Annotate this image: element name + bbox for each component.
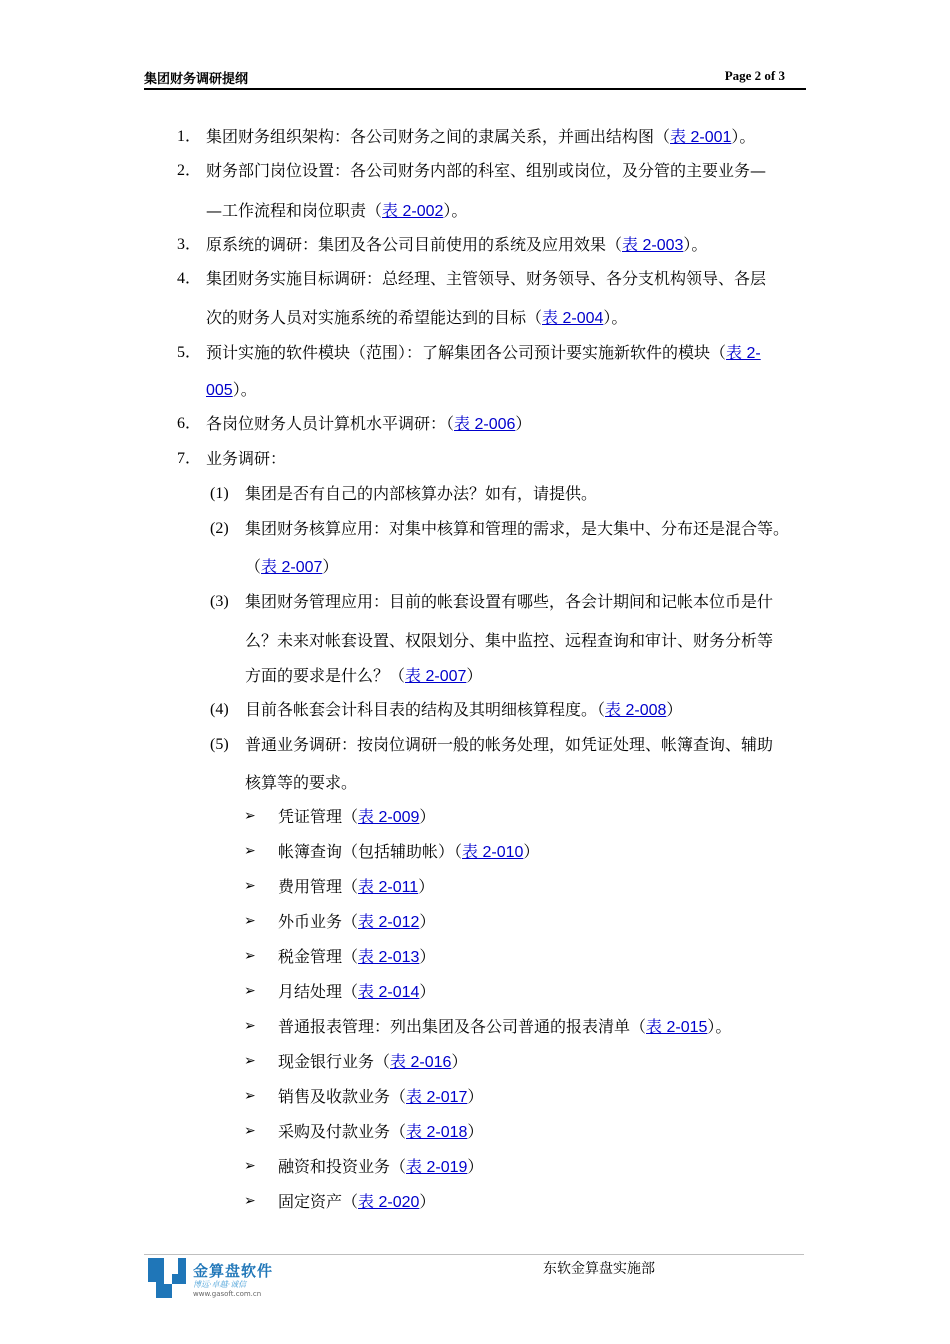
item-text: 各岗位财务人员计算机水平调研：（ <box>206 414 455 433</box>
item-text: ） <box>467 1157 484 1176</box>
item-text-line <box>245 773 357 793</box>
item-text: 帐簿查询（包括辅助帐）（ <box>278 842 463 861</box>
item-text: 次的财务人员对实施系统的希望能达到的目标（ <box>206 308 543 327</box>
item-text-line <box>206 201 467 222</box>
item-text-line <box>278 947 435 968</box>
item-text: 方面的要求是什么？（ <box>245 666 406 685</box>
item-text: ） <box>418 877 435 896</box>
item-text-line <box>278 1192 435 1213</box>
arrow-bullet-icon: ➢ <box>244 1088 256 1104</box>
table-reference-link[interactable]: 表 2-007 <box>261 559 323 576</box>
item-text: 业务调研： <box>206 449 287 468</box>
item-text-line <box>245 666 482 687</box>
item-text: （ <box>245 557 262 576</box>
arrow-bullet-icon: ➢ <box>244 878 256 894</box>
list-number: 4． <box>177 270 202 287</box>
list-number: 3． <box>177 236 202 253</box>
arrow-bullet-icon: ➢ <box>244 1123 256 1139</box>
list-number: (5) <box>210 736 229 753</box>
item-text: 月结处理（ <box>278 982 359 1001</box>
list-number: 5． <box>177 344 202 361</box>
table-reference-link[interactable]: 表 2-001 <box>670 129 732 146</box>
list-number: (1) <box>210 485 229 502</box>
item-text: 预计实施的软件模块（范围）：了解集团各公司预计要实施新软件的模块（ <box>206 343 727 362</box>
item-text: ） <box>419 912 436 931</box>
item-text: ）。 <box>707 1017 732 1036</box>
arrow-bullet-icon: ➢ <box>244 983 256 999</box>
item-text-line <box>245 484 597 504</box>
item-text: 现金银行业务（ <box>278 1052 391 1071</box>
table-reference-link[interactable]: 表 2-007 <box>405 668 467 685</box>
table-reference-link[interactable]: 表 2-003 <box>622 237 684 254</box>
item-text-line <box>206 308 627 329</box>
item-text: 采购及付款业务（ <box>278 1122 407 1141</box>
item-text: ） <box>419 947 436 966</box>
item-text: 财务部门岗位设置：各公司财务内部的科室、组别或岗位，及分管的主要业务— <box>206 161 767 180</box>
item-text: 集团财务实施目标调研：总经理、主管领导、财务领导、各分支机构领导、各层 <box>206 269 767 288</box>
item-text: ） <box>419 1192 436 1211</box>
item-text: 费用管理（ <box>278 877 359 896</box>
item-text: —工作流程和岗位职责（ <box>206 201 383 220</box>
item-text: ） <box>466 666 483 685</box>
item-text-line <box>278 877 434 898</box>
item-text-line <box>278 1122 483 1143</box>
item-text: ） <box>322 557 339 576</box>
arrow-bullet-icon: ➢ <box>244 1193 256 1209</box>
footer-department: 东软金算盘实施部 <box>543 1261 655 1277</box>
item-text-line <box>245 519 789 539</box>
item-text-line <box>278 1017 731 1038</box>
item-text-line <box>206 235 707 256</box>
item-text-line <box>206 449 286 469</box>
item-text-line <box>278 982 435 1003</box>
table-reference-link[interactable]: 表 2-018 <box>406 1124 468 1141</box>
table-reference-link[interactable]: 表 2-020 <box>358 1194 420 1211</box>
item-text-line <box>206 161 766 181</box>
table-reference-link[interactable]: 表 2- <box>726 345 761 362</box>
arrow-bullet-icon: ➢ <box>244 808 256 824</box>
arrow-bullet-icon: ➢ <box>244 1158 256 1174</box>
item-text-line <box>245 557 338 578</box>
item-text: ） <box>666 700 683 719</box>
arrow-bullet-icon: ➢ <box>244 843 256 859</box>
list-number: 2． <box>177 162 202 179</box>
list-number: 1． <box>177 128 202 145</box>
header-divider <box>144 88 806 90</box>
item-text-line <box>206 414 531 435</box>
item-text-line <box>206 127 755 148</box>
list-number: (3) <box>210 593 229 610</box>
item-text-line <box>206 343 761 364</box>
item-text: ） <box>467 1087 484 1106</box>
logo-mark-icon <box>144 1254 188 1300</box>
table-reference-link[interactable]: 表 2-008 <box>605 702 667 719</box>
item-text-line <box>206 269 766 289</box>
table-reference-link[interactable]: 表 2-004 <box>542 310 604 327</box>
table-reference-link[interactable]: 表 2-002 <box>382 203 444 220</box>
item-text: 普通报表管理：列出集团及各公司普通的报表清单（ <box>278 1017 647 1036</box>
item-text-line <box>278 912 435 933</box>
page-number: Page 2 of 3 <box>724 68 785 83</box>
item-text: 外币业务（ <box>278 912 359 931</box>
item-text: 集团是否有自己的内部核算办法？如有，请提供。 <box>245 484 598 503</box>
table-reference-link[interactable]: 表 2-010 <box>462 844 524 861</box>
arrow-bullet-icon: ➢ <box>244 1018 256 1034</box>
logo-slogan: 博远·卓越·诚信 <box>193 1280 247 1289</box>
arrow-bullet-icon: ➢ <box>244 913 256 929</box>
item-text: ） <box>419 982 436 1001</box>
item-text-line <box>245 631 773 651</box>
table-reference-link[interactable]: 表 2-015 <box>646 1019 708 1036</box>
item-text: ）。 <box>443 201 468 220</box>
item-text: ）。 <box>731 127 756 146</box>
table-reference-link[interactable]: 表 2-014 <box>358 984 420 1001</box>
item-text: 目前各帐套会计科目表的结构及其明细核算程度。（ <box>245 700 606 719</box>
list-number: 6． <box>177 415 202 432</box>
item-text-line <box>278 1052 467 1073</box>
table-reference-link[interactable]: 表 2-013 <box>358 949 420 966</box>
item-text: 原系统的调研：集团及各公司目前使用的系统及应用效果（ <box>206 235 623 254</box>
item-text: 集团财务核算应用：对集中核算和管理的需求，是大集中、分布还是混合等。 <box>245 519 790 538</box>
item-text: 核算等的要求。 <box>245 773 358 792</box>
item-text: 集团财务管理应用：目前的帐套设置有哪些，各会计期间和记帐本位币是什 <box>245 592 774 611</box>
item-text: 融资和投资业务（ <box>278 1157 407 1176</box>
item-text-line <box>278 1157 483 1178</box>
arrow-bullet-icon: ➢ <box>244 948 256 964</box>
item-text-line <box>278 1087 483 1108</box>
item-text: ） <box>523 842 540 861</box>
item-text: 么？未来对帐套设置、权限划分、集中监控、远程查询和审计、财务分析等 <box>245 631 774 650</box>
document-title: 集团财务调研提纲 <box>144 72 249 87</box>
item-text-line <box>278 807 435 828</box>
item-text: 固定资产（ <box>278 1192 359 1211</box>
table-reference-link[interactable]: 表 2-016 <box>390 1054 452 1071</box>
item-text: 凭证管理（ <box>278 807 359 826</box>
table-reference-link[interactable]: 表 2-009 <box>358 809 420 826</box>
table-reference-link[interactable]: 表 2-017 <box>406 1089 468 1106</box>
company-logo <box>144 1254 279 1300</box>
item-text: ）。 <box>232 380 257 399</box>
item-text: ） <box>515 414 532 433</box>
logo-name: 金算盘软件 <box>193 1262 274 1280</box>
table-reference-link[interactable]: 表 2-011 <box>358 879 419 896</box>
item-text-line <box>245 735 773 755</box>
table-reference-link[interactable]: 表 2-006 <box>454 416 516 433</box>
table-reference-link[interactable]: 表 2-012 <box>358 914 420 931</box>
list-number: (4) <box>210 701 229 718</box>
item-text: 普通业务调研：按岗位调研一般的帐务处理，如凭证处理、帐簿查询、辅助 <box>245 735 774 754</box>
list-number: 7． <box>177 450 202 467</box>
item-text: ） <box>467 1122 484 1141</box>
item-text-line <box>278 842 539 863</box>
arrow-bullet-icon: ➢ <box>244 1053 256 1069</box>
table-reference-link[interactable]: 005 <box>206 382 233 399</box>
table-reference-link[interactable]: 表 2-019 <box>406 1159 468 1176</box>
item-text: 集团财务组织架构：各公司财务之间的隶属关系，并画出结构图（ <box>206 127 671 146</box>
item-text: 税金管理（ <box>278 947 359 966</box>
item-text-line <box>245 700 682 721</box>
list-number: (2) <box>210 520 229 537</box>
logo-url: www.gasoft.com.cn <box>193 1290 262 1298</box>
item-text-line <box>245 592 773 612</box>
item-text: ）。 <box>683 235 708 254</box>
item-text: ） <box>419 807 436 826</box>
item-text: ） <box>451 1052 468 1071</box>
item-text-line <box>206 380 257 401</box>
item-text: 销售及收款业务（ <box>278 1087 407 1106</box>
item-text: ）。 <box>603 308 628 327</box>
